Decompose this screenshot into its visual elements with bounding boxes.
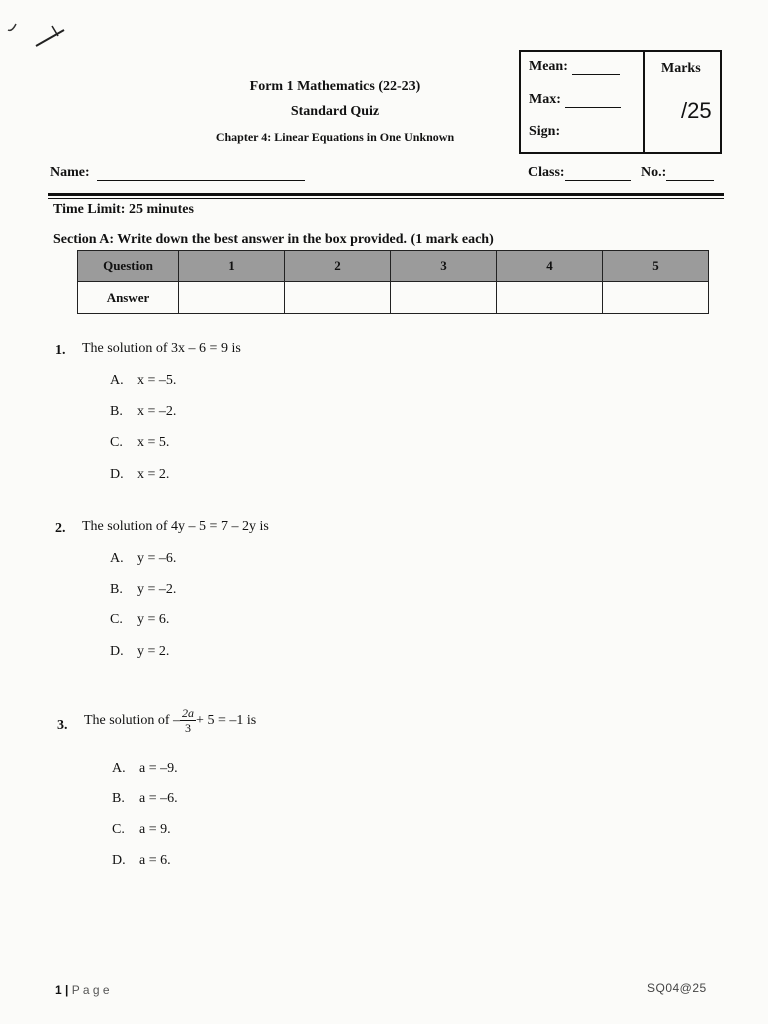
option-text: y = –2. [137, 582, 177, 597]
question-number: 1. [55, 343, 66, 358]
option-text: y = –6. [137, 551, 177, 566]
name-label: Name: [50, 165, 90, 180]
question-2-text [82, 519, 269, 535]
option-text: a = 9. [139, 822, 171, 837]
marks-box [519, 50, 722, 154]
option-b [110, 404, 176, 420]
question-col-2: 2 [285, 251, 391, 282]
question-2 [55, 519, 66, 537]
question-text-prefix: The solution of [82, 519, 172, 534]
quiz-subtitle: Standard Quiz [290, 104, 380, 119]
question-col-1: 1 [179, 251, 285, 282]
answer-table-answer-row [78, 282, 709, 314]
class-label: Class: [528, 165, 565, 180]
class-field[interactable] [528, 165, 631, 181]
quiz-title: Form 1 Mathematics (22-23) [249, 79, 421, 94]
option-c [110, 435, 169, 451]
option-letter: C. [110, 612, 123, 627]
fraction [180, 706, 196, 735]
pen-mark [0, 0, 80, 60]
name-field[interactable] [50, 165, 305, 181]
marks-label: Marks [661, 61, 701, 76]
no-field[interactable] [641, 165, 714, 181]
question-equation: 3x – 6 = 9 [171, 341, 228, 356]
page-number: 1 [55, 983, 62, 997]
answer-table [77, 250, 709, 314]
question-1 [55, 341, 66, 359]
option-letter: B. [112, 791, 125, 806]
question-text-suffix: is [255, 519, 269, 534]
option-d [112, 853, 171, 869]
sign-label: Sign: [529, 124, 561, 139]
question-col-3: 3 [391, 251, 497, 282]
answer-table-header-row [78, 251, 709, 282]
fraction-denominator: 3 [185, 721, 192, 736]
option-b [112, 791, 178, 807]
answer-box-3[interactable] [391, 282, 497, 314]
option-c [112, 822, 171, 838]
option-text: x = –5. [137, 373, 177, 388]
question-header: Question [78, 251, 179, 282]
page-separator: | [61, 983, 72, 997]
option-letter: D. [110, 467, 124, 482]
option-letter: D. [110, 644, 124, 659]
page-footer [55, 983, 110, 997]
question-3 [57, 716, 68, 734]
question-col-4: 4 [497, 251, 603, 282]
question-equation: + 5 = –1 [196, 713, 244, 728]
header-rule-thin [48, 198, 724, 199]
option-letter: C. [110, 435, 123, 450]
option-text: y = 6. [137, 612, 170, 627]
max-label: Max: [529, 92, 561, 107]
mean-label: Mean: [529, 59, 568, 74]
option-letter: A. [110, 373, 124, 388]
question-1-text [82, 341, 241, 357]
option-text: x = 5. [137, 435, 170, 450]
answer-box-5[interactable] [603, 282, 709, 314]
question-text-suffix: is [227, 341, 241, 356]
option-letter: A. [112, 761, 126, 776]
fraction-numerator: 2a [182, 706, 195, 721]
answer-box-2[interactable] [285, 282, 391, 314]
option-letter: B. [110, 404, 123, 419]
header-rule [48, 193, 724, 196]
max-field[interactable] [529, 92, 621, 108]
question-col-5: 5 [603, 251, 709, 282]
option-a [112, 761, 178, 777]
option-text: a = –6. [139, 791, 178, 806]
answer-box-4[interactable] [497, 282, 603, 314]
question-number: 3. [57, 718, 68, 733]
quiz-code: SQ04@25 [647, 981, 707, 995]
option-b [110, 582, 176, 598]
marks-total: /25 [681, 98, 712, 123]
section-a-instruction: Section A: Write down the best answer in the box provided. (1 mark each) [53, 232, 494, 247]
option-a [110, 551, 176, 567]
option-text: y = 2. [137, 644, 170, 659]
page-word: P a g e [71, 983, 110, 997]
option-text: x = 2. [137, 467, 170, 482]
chapter-title: Chapter 4: Linear Equations in One Unknown [215, 130, 455, 144]
option-letter: A. [110, 551, 124, 566]
answer-box-1[interactable] [179, 282, 285, 314]
option-letter: D. [112, 853, 126, 868]
option-letter: C. [112, 822, 125, 837]
question-text-prefix: The solution of [84, 713, 174, 728]
question-text-prefix: The solution of [82, 341, 172, 356]
option-a [110, 373, 176, 389]
time-limit: Time Limit: 25 minutes [53, 202, 194, 217]
fraction-sign: – [173, 713, 181, 728]
option-c [110, 612, 169, 628]
answer-header: Answer [78, 282, 179, 314]
question-number: 2. [55, 521, 66, 536]
no-label: No.: [641, 165, 667, 180]
mean-field[interactable] [529, 59, 620, 75]
question-3-text [84, 706, 256, 736]
option-text: x = –2. [137, 404, 177, 419]
question-text-suffix: is [243, 713, 257, 728]
option-d [110, 644, 169, 660]
question-equation: 4y – 5 = 7 – 2y [171, 519, 256, 534]
option-d [110, 467, 169, 483]
option-text: a = –9. [139, 761, 178, 776]
option-letter: B. [110, 582, 123, 597]
option-text: a = 6. [139, 853, 171, 868]
